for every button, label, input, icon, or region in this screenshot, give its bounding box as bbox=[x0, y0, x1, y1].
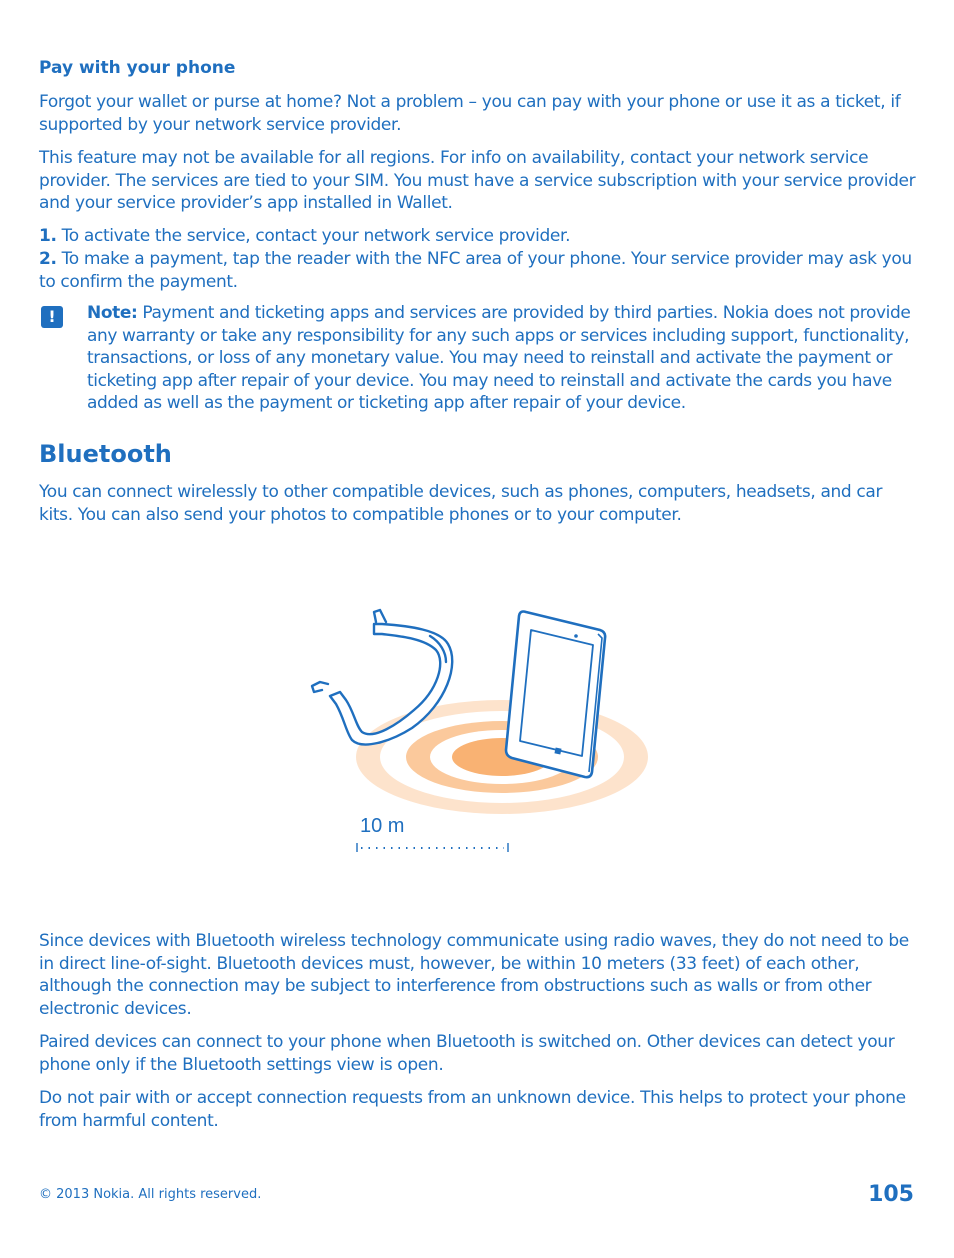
step-text: To make a payment, tap the reader with the NFC area of your phone. Your service provider may ask you to confirm the payment. bbox=[39, 249, 912, 292]
step-number: 2. bbox=[39, 249, 57, 269]
range-scale bbox=[357, 843, 508, 852]
bluetooth-paired-paragraph: Paired devices can connect to your phone when Bluetooth is switched on. Other devices can detect your phone only if the Bluetooth settings view is open. bbox=[39, 1032, 895, 1075]
copyright-notice: © 2013 Nokia. All rights reserved. bbox=[39, 1187, 262, 1202]
pay-step-2 bbox=[39, 248, 919, 293]
pay-intro-paragraph: Forgot your wallet or purse at home? Not a problem – you can pay with your phone or use it as a ticket, if supported by your network service provider. bbox=[39, 92, 901, 135]
bluetooth-intro-paragraph: You can connect wirelessly to other compatible devices, such as phones, computers, headsets, and car kits. You can also send your photos to compatible phones or to your computer. bbox=[39, 482, 883, 525]
pay-step-1 bbox=[39, 225, 919, 248]
step-number: 1. bbox=[39, 226, 57, 246]
bluetooth-range-illustration bbox=[300, 600, 660, 860]
pay-availability-paragraph: This feature may not be available for all regions. For info on availability, contact your network service provider. The services are tied to your SIM. You must have a service subscription with your service provider and your service provider’s app installed in Wallet. bbox=[39, 148, 916, 213]
pay-section-heading: Pay with your phone bbox=[39, 58, 236, 78]
bluetooth-warning-paragraph: Do not pair with or accept connection requests from an unknown device. This helps to protect your phone from harmful content. bbox=[39, 1088, 906, 1131]
exclamation-icon: ! bbox=[41, 306, 63, 328]
phone-icon bbox=[506, 612, 605, 778]
bluetooth-heading: Bluetooth bbox=[39, 440, 172, 468]
page-number: 105 bbox=[868, 1182, 914, 1207]
step-text: To activate the service, contact your network service provider. bbox=[56, 226, 571, 246]
note-text bbox=[87, 302, 919, 415]
bluetooth-line-of-sight-paragraph: Since devices with Bluetooth wireless technology communicate using radio waves, they do not need to be in direct line-of-sight. Bluetooth devices must, however, be within 10 meters (33 feet) of each other, although the connection may be subject to interference from obstructions such as walls or from other electronic devices. bbox=[39, 931, 909, 1019]
note-label: Note: bbox=[87, 303, 138, 323]
range-label: 10 m bbox=[360, 815, 405, 837]
note-body: Payment and ticketing apps and services are provided by third parties. Nokia does not provide any warranty or take any responsibility for any such apps or services including support, functionality, transactions, or loss of any monetary value. You may need to reinstall and activate the payment or ticketing app after repair of your device. You may need to reinstall and activate the cards you have added as well as the payment or ticketing app after repair of your device. bbox=[87, 303, 911, 413]
